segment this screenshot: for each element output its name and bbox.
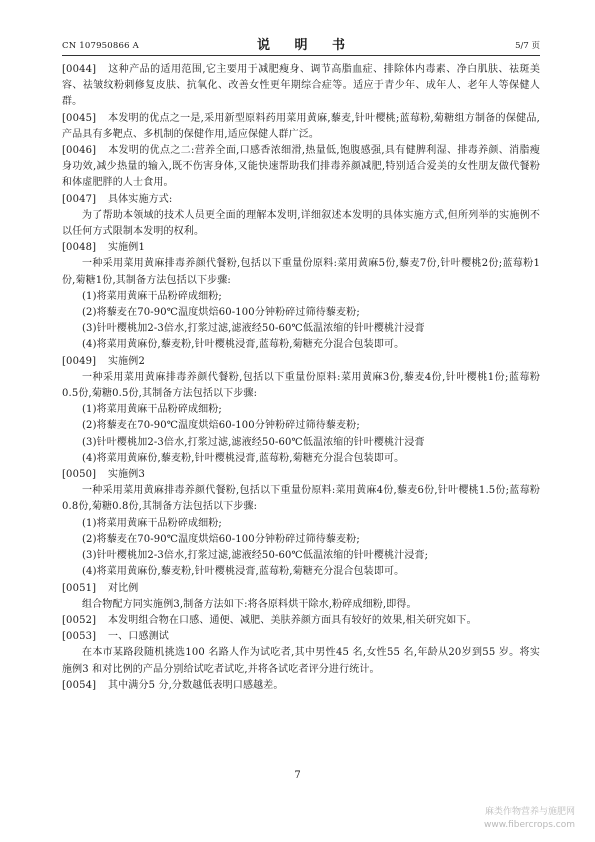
paragraph-text: 实施例3 <box>108 469 145 481</box>
paragraph <box>62 305 540 321</box>
paragraph-text: 实施例1 <box>108 242 145 254</box>
paragraph-text: (3)针叶樱桃加2-3倍水,打浆过滤,滤液经50-60℃低温浓缩的针叶樱桃汁浸膏 <box>82 323 425 335</box>
paragraph-text: 本发明的优点之二:营养全面,口感香浓细滑,热量低,饱腹感强,具有健脾利湿、排毒养颜、消脂瘦身功效,减少热量的输入,既不伤害身体,又能快速帮助我们排毒养颜减肥,特别适合爱美的女性朋友做代餐粉和体虚肥胖的人士食用。 <box>62 145 540 189</box>
paragraph <box>62 370 540 402</box>
paragraph <box>62 289 540 305</box>
paragraph <box>62 532 540 548</box>
paragraph <box>62 321 540 337</box>
paragraph <box>62 354 540 370</box>
paragraph <box>62 192 540 208</box>
paragraph-number: [0050] <box>62 469 97 481</box>
paragraph-text: (3)针叶樱桃加2-3倍水,打浆过滤,滤液经50-60℃低温浓缩的针叶樱桃汁浸膏 <box>82 436 425 448</box>
paragraph-number: [0046] <box>62 145 97 157</box>
paragraph <box>62 678 540 694</box>
paragraph <box>62 467 540 483</box>
publication-number: CN 107950866 A <box>62 41 139 51</box>
paragraph-text: 对比例 <box>108 582 139 594</box>
document-body <box>62 62 540 694</box>
paragraph-text: (2)将藜麦在70-90℃温度烘焙60-100分钟粉碎过筛待藜麦粉; <box>82 533 360 545</box>
paragraph-text: 其中满分5 分,分数越低表明口感越差。 <box>108 679 284 691</box>
paragraph-text: 具体实施方式: <box>108 193 173 205</box>
paragraph-text: (2)将藜麦在70-90℃温度烘焙60-100分钟粉碎过筛待藜麦粉; <box>82 307 360 319</box>
paragraph <box>62 451 540 467</box>
paragraph-text: 一种采用菜用黄麻排毒养颜代餐粉,包括以下重量份原料:菜用黄麻5份,藜麦7份,针叶樱桃2份;蓝莓粉1份,菊糖1份,其制备方法包括以下步骤: <box>62 258 540 286</box>
paragraph-text: (4)将菜用黄麻份,藜麦粉,针叶樱桃浸膏,蓝莓粉,菊糖充分混合包装即可。 <box>82 452 405 464</box>
paragraph-number: [0052] <box>62 614 97 626</box>
paragraph <box>62 597 540 613</box>
page-header <box>62 33 540 56</box>
paragraph <box>62 111 540 143</box>
paragraph-text: 一、口感测试 <box>108 631 169 643</box>
watermark <box>484 806 575 832</box>
paragraph <box>62 337 540 353</box>
paragraph <box>62 483 540 515</box>
paragraph <box>62 645 540 677</box>
paragraph-text: (1)将菜用黄麻干品粉碎成细粉; <box>82 290 222 302</box>
paragraph-text: 这种产品的适用范围,它主要用于减肥瘦身、调节高脂血症、排除体内毒素、净白肌肤、祛斑美容、祛皱纹粉刺修复皮肤、抗氧化、改善女性更年期综合症等。适应于青少年、成年人、老年人等保健人群。 <box>62 64 540 108</box>
paragraph <box>62 516 540 532</box>
paragraph-text: 一种采用菜用黄麻排毒养颜代餐粉,包括以下重量份原料:菜用黄麻3份,藜麦4份,针叶樱桃1份;蓝莓粉0.5份,菊糖0.5份,其制备方法包括以下步骤: <box>62 371 540 400</box>
paragraph-number: [0047] <box>62 193 97 205</box>
paragraph <box>62 240 540 256</box>
paragraph <box>62 402 540 418</box>
paragraph-text: 在本市某路段随机挑选100 名路人作为试吃者,其中男性45 名,女性55 名,年龄从20岁到55 岁。将实施例3 和对比例的产品分别给试吃者试吃,并将各试吃者评分进行统计。 <box>62 647 540 675</box>
paragraph <box>62 581 540 597</box>
paragraph <box>62 208 540 240</box>
paragraph-number: [0049] <box>62 355 97 367</box>
paragraph-number: [0053] <box>62 631 97 643</box>
paragraph-text: (1)将菜用黄麻干品粉碎成细粉; <box>82 404 222 416</box>
paragraph-number: [0051] <box>62 582 97 594</box>
paragraph <box>62 613 540 629</box>
paragraph <box>62 548 540 564</box>
paragraph-text: (2)将藜麦在70-90℃温度烘焙60-100分钟粉碎过筛待藜麦粉; <box>82 420 360 432</box>
paragraph-text: 组合物配方同实施例3,制备方法如下:将各原料烘干除水,粉碎成细粉,即得。 <box>82 598 417 610</box>
paragraph-text: (3)针叶樱桃加2-3倍水,打浆过滤,滤液经50-60℃低温浓缩的针叶樱桃汁浸膏; <box>82 550 429 562</box>
paragraph <box>62 256 540 288</box>
page-indicator: 5/7 页 <box>515 41 540 51</box>
paragraph-number: [0044] <box>62 64 97 75</box>
paragraph <box>62 564 540 580</box>
paragraph-number: [0054] <box>62 679 97 691</box>
paragraph-text: 一种采用菜用黄麻排毒养颜代餐粉,包括以下重量份原料:菜用黄麻4份,藜麦6份,针叶樱桃1.5份;蓝莓粉0.8份,菊糖0.8份,其制备方法包括以下步骤: <box>62 485 540 513</box>
paragraph <box>62 629 540 645</box>
paragraph <box>62 418 540 434</box>
paragraph-number: [0048] <box>62 242 97 254</box>
paragraph-text: 为了帮助本领域的技术人员更全面的理解本发明,详细叙述本发明的具体实施方式,但所列举的实施例不以任何方式限制本发明的权利。 <box>62 209 540 238</box>
page-number: 7 <box>294 770 301 781</box>
paragraph-text: 实施例2 <box>108 355 145 367</box>
paragraph-text: 本发明组合物在口感、通便、减肥、美肤养颜方面具有较好的效果,相关研究如下。 <box>108 614 477 626</box>
paragraph-text: 本发明的优点之一是,采用新型原料药用菜用黄麻,藜麦,针叶樱桃;蓝莓粉,菊糖组方制备的保健品,产品具有多靶点、多机制的保健作用,适应保健人群广泛。 <box>62 112 540 140</box>
watermark-site-name: 麻类作物营养与施肥网 <box>484 807 575 817</box>
paragraph <box>62 62 540 111</box>
paragraph-text: (4)将菜用黄麻份,藜麦粉,针叶樱桃浸膏,蓝莓粉,菊糖充分混合包装即可。 <box>82 566 405 578</box>
paragraph-text: (1)将菜用黄麻干品粉碎成细粉; <box>82 517 222 529</box>
watermark-url: www.fibercrops.com <box>484 820 575 830</box>
paragraph-number: [0045] <box>62 112 97 124</box>
paragraph <box>62 143 540 192</box>
paragraph <box>62 435 540 451</box>
paragraph-text: (4)将菜用黄麻份,藜麦粉,针叶樱桃浸膏,蓝莓粉,菊糖充分混合包装即可。 <box>82 339 405 351</box>
document-title: 说 明 书 <box>256 38 356 53</box>
